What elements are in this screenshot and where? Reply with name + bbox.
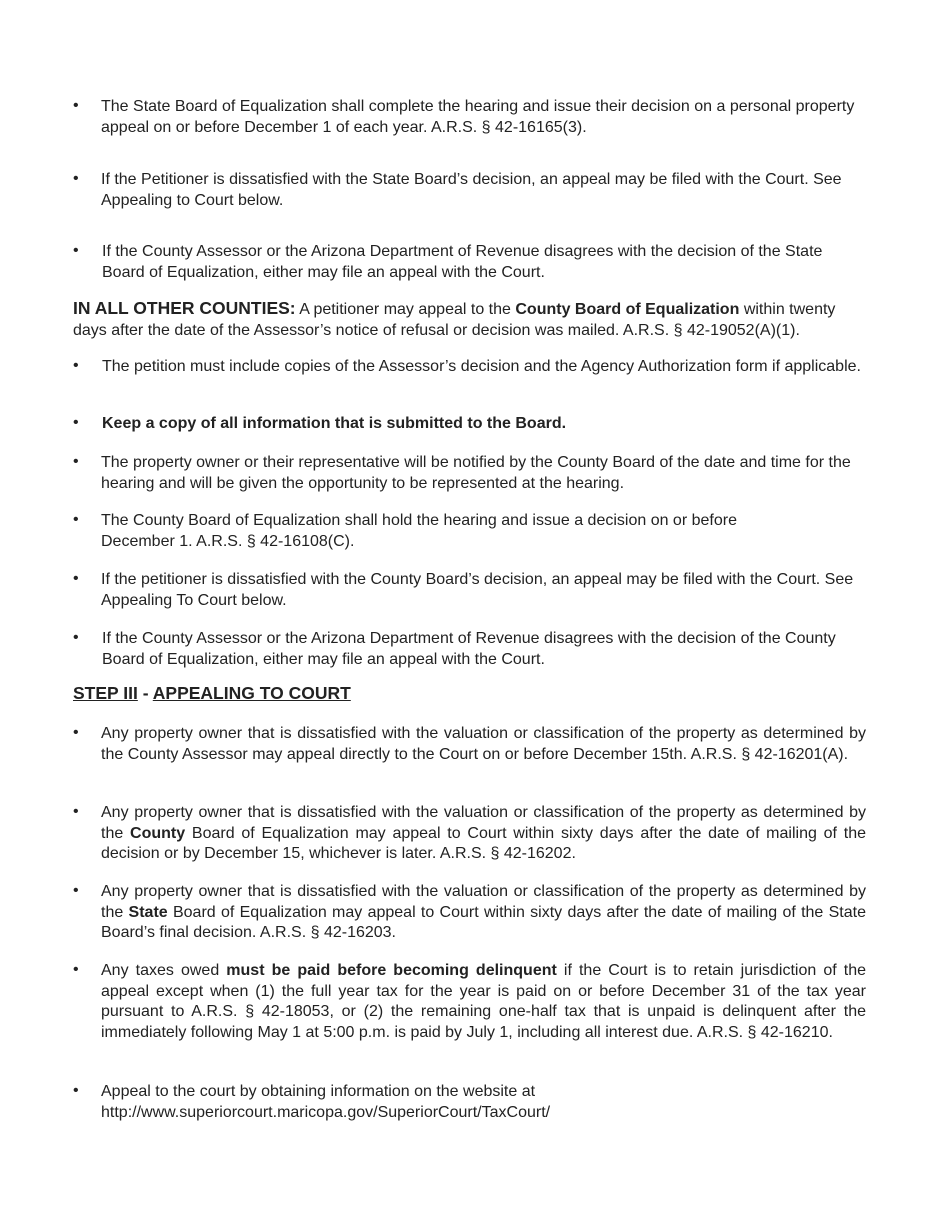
bullet-icon: • xyxy=(73,242,79,259)
list-item xyxy=(73,357,866,378)
list-item-text: If the Petitioner is dissatisfied with the State Board’s decision, an appeal may be filed with the Court. See Appealing to Court below. xyxy=(101,171,842,209)
list-item-text xyxy=(101,882,866,944)
bullet-icon: • xyxy=(73,1082,79,1099)
bold-run: must be paid before becoming delinquent xyxy=(226,962,557,979)
paragraph-bold-text: County Board of Equalization xyxy=(515,301,740,318)
list-item-text xyxy=(101,961,866,1043)
list-item xyxy=(73,511,866,552)
list-item-text: If the County Assessor or the Arizona Department of Revenue disagrees with the decision of the State Board of Equalization, either may file an appeal with the Court. xyxy=(102,243,823,281)
other-counties-paragraph xyxy=(73,298,873,341)
heading-dash: - xyxy=(142,683,149,703)
court-website-link[interactable]: http://www.superiorcourt.maricopa.gov/SuperiorCourt/TaxCourt/ xyxy=(101,1103,551,1121)
list-item-text: Keep a copy of all information that is submitted to the Board. xyxy=(102,415,567,432)
bullet-icon: • xyxy=(73,414,79,431)
list-item xyxy=(73,97,866,138)
list-item xyxy=(73,570,866,611)
list-item xyxy=(73,1082,866,1123)
text-run: Any taxes owed xyxy=(101,962,220,979)
bullet-icon: • xyxy=(73,453,79,470)
list-item-text: If the County Assessor or the Arizona Department of Revenue disagrees with the decision of the County Board of Equalization, either may file an appeal with the Court. xyxy=(102,630,836,668)
bullet-icon: • xyxy=(73,882,79,899)
bullet-icon: • xyxy=(73,961,79,978)
text-run: Appeal to the court by obtaining information on the website at xyxy=(101,1083,536,1100)
section-heading xyxy=(73,683,351,704)
list-item xyxy=(73,629,866,670)
list-item xyxy=(73,803,866,865)
list-item xyxy=(73,724,866,765)
bullet-icon: • xyxy=(73,97,79,114)
list-item xyxy=(73,170,866,211)
list-item-text: The County Board of Equalization shall hold the hearing and issue a decision on or before December 1. A.R.S. § 42-16108(C). xyxy=(101,512,737,550)
list-item xyxy=(73,882,866,944)
list-item xyxy=(73,453,866,494)
bullet-icon: • xyxy=(73,357,79,374)
list-item-text xyxy=(101,1082,866,1123)
bullet-icon: • xyxy=(73,170,79,187)
text-run: Board of Equalization may appeal to Court within sixty days after the date of mailing of the decision or by December 15, whichever is later. A.R.S. § 42-16202. xyxy=(101,824,866,862)
paragraph-text: A petitioner may appeal to the xyxy=(299,301,511,318)
section-lead: IN ALL OTHER COUNTIES: xyxy=(73,298,296,318)
bullet-icon: • xyxy=(73,511,79,528)
list-item xyxy=(73,414,866,435)
bullet-icon: • xyxy=(73,570,79,587)
bullet-icon: • xyxy=(73,724,79,741)
text-run: Any property owner that is dissatisfied with the valuation or classification of the property as determined by the xyxy=(101,804,866,842)
list-item xyxy=(73,961,866,1043)
step-label: STEP III xyxy=(73,683,138,703)
list-item xyxy=(73,242,866,283)
list-item-text: The property owner or their representative will be notified by the County Board of the date and time for the hearing and will be given the opportunity to be represented at the hearing. xyxy=(101,454,851,492)
list-item-text xyxy=(101,803,866,865)
list-item-text: The petition must include copies of the Assessor’s decision and the Agency Authorization form if applicable. xyxy=(102,358,861,375)
text-run: if the Court is to retain jurisdiction of the appeal except when (1) the full year tax for the year is paid on or before December 31 of the tax year pursuant to A.R.S. § 42-18053, or (2) the remaining one-half tax that is unpaid is delinquent after the immediately following May 1 at 5:00 p.m. is paid by July 1, including all interest due. A.R.S. § 42-16210. xyxy=(101,962,866,1041)
text-run: Any property owner that is dissatisfied with the valuation or classification of the property as determined by the xyxy=(101,883,866,921)
step-title: APPEALING TO COURT xyxy=(152,683,351,703)
text-run: Board of Equalization may appeal to Court within sixty days after the date of mailing of the State Board’s final decision. A.R.S. § 42-16203. xyxy=(101,903,866,941)
list-item-text: If the petitioner is dissatisfied with the County Board’s decision, an appeal may be filed with the Court. See Appealing To Court below. xyxy=(101,571,854,609)
paragraph-text: within twenty days after the date of the Assessor’s notice of refusal or decision was mailed. A.R.S. § 42-19052(A)(1). xyxy=(73,301,836,339)
bullet-icon: • xyxy=(73,629,79,646)
list-item-text: Any property owner that is dissatisfied with the valuation or classification of the property as determined by the County Assessor may appeal directly to the Court on or before December 15th. A.R.S. § 42-16201(A). xyxy=(101,725,866,763)
list-item-text: The State Board of Equalization shall complete the hearing and issue their decision on a personal property appeal on or before December 1 of each year. A.R.S. § 42-16165(3). xyxy=(101,98,855,136)
bold-run: State xyxy=(128,903,168,921)
bold-run: County xyxy=(130,824,186,842)
bullet-icon: • xyxy=(73,803,79,820)
